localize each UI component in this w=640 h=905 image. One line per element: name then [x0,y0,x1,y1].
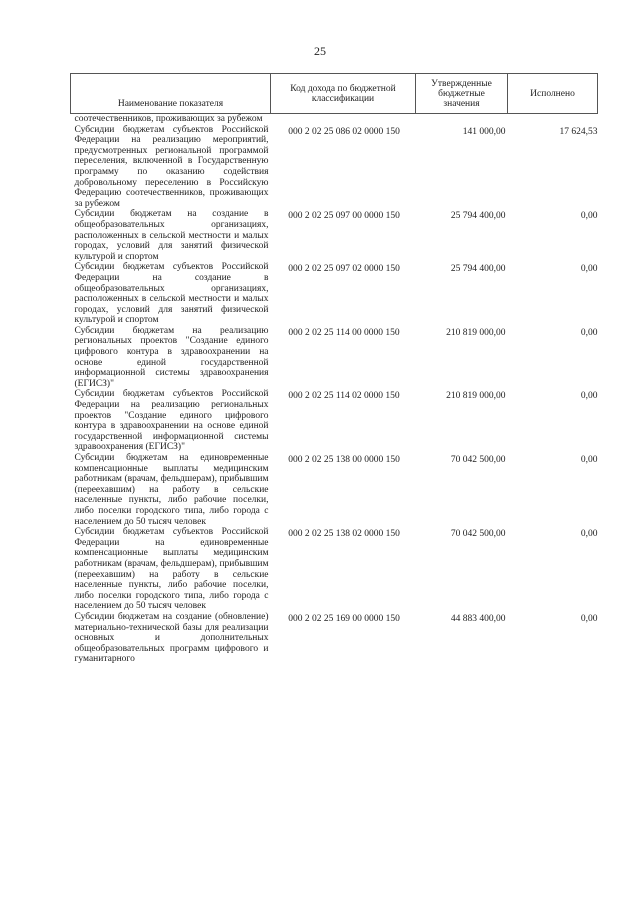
row-code: 000 2 02 25 169 00 0000 150 [288,613,400,624]
row-name: Субсидии бюджетам субъектов Российской Федерации на единовременные компенсационные выплаты медицинским работникам (врачам, фельдшерам), прибывшим (переехавшим) на работу в сельские населенные пункты, либо рабочие поселки, либо поселки городского типа, либо города с населением до 50 тысяч человек [74,527,269,612]
row-executed: 0,00 [580,613,598,624]
row-executed: 0,00 [580,211,598,222]
table-row [71,114,598,125]
row-executed: 0,00 [580,264,598,275]
table-row [71,612,598,665]
row-code: 000 2 02 25 097 02 0000 150 [288,264,400,275]
row-name: Субсидии бюджетам на создание (обновление) материально-технической базы для реализации основных и дополнительных общеобразовательных программ цифрового и гуманитарного [74,611,269,665]
row-name: Субсидии бюджетам субъектов Российской Федерации на реализацию региональных проектов "Создание единого цифрового контура в здравоохранении на основе единой государственной информационной системы здравоохранения (ЕГИСЗ)" [74,389,269,453]
table-header-row [71,74,598,114]
row-code: 000 2 02 25 138 00 0000 150 [288,455,400,465]
table-row [71,209,598,262]
header-name: Наименование показателя [71,74,271,114]
row-code: 000 2 02 25 097 00 0000 150 [288,211,400,222]
row-approved: 25 794 400,00 [450,211,506,222]
table-row [71,527,598,612]
row-executed: 17 624,53 [559,126,598,137]
row-code: 000 2 02 25 114 02 0000 150 [288,391,400,402]
row-code: 000 2 02 25 138 02 0000 150 [288,529,400,540]
header-approved: Утвержденные бюджетные значения [416,74,508,114]
row-approved: 141 000,00 [462,126,506,137]
row-name: соотечественников, проживающих за рубежом [74,114,263,124]
row-executed: 0,00 [580,455,598,465]
row-code: 000 2 02 25 086 02 0000 150 [288,126,400,137]
table-row [71,125,598,210]
row-name: Субсидии бюджетам на реализацию региональных проектов "Создание единого цифрового контура в здравоохранении на основе единой государственной информационной системы здравоохранения (ЕГИСЗ)" [74,325,269,389]
row-code: 000 2 02 25 114 00 0000 150 [288,327,400,338]
row-executed: 0,00 [580,327,598,338]
table-row [71,326,598,390]
row-approved: 44 883 400,00 [450,613,506,624]
row-name: Субсидии бюджетам на создание в общеобразовательных организациях, расположенных в сельской местности и малых городах, условий для занятий физической культурой и спортом [74,209,269,262]
row-name: Субсидии бюджетам на единовременные компенсационные выплаты медицинским работникам (врачам, фельдшерам), прибывшим (переехавшим) на работу в сельские населенные пункты, либо рабочие поселки, либо поселки городского типа, либо города с населением до 50 тысяч человек [74,453,269,527]
row-code [271,114,416,125]
table-row [71,453,598,527]
table-row [71,262,598,326]
table-row [71,389,598,453]
row-approved: 25 794 400,00 [450,264,506,275]
row-executed: 0,00 [580,391,598,402]
row-name: Субсидии бюджетам субъектов Российской Федерации на создание в общеобразовательных организациях, расположенных в сельской местности и малых городах, условий для занятий физической культурой и спортом [74,262,269,326]
page-number: 25 [314,44,326,58]
row-approved: 70 042 500,00 [450,529,506,540]
row-name: Субсидии бюджетам субъектов Российской Федерации на реализацию мероприятий, предусмотренных региональной программой переселения, включенной в Государственную программу по оказанию содействия добровольному переселению в Российскую Федерацию соотечественников, проживающих за рубежом [74,124,269,209]
row-executed: 0,00 [580,529,598,540]
header-executed: Исполнено [508,74,598,114]
row-approved: 210 819 000,00 [446,327,506,338]
row-approved: 210 819 000,00 [446,391,506,402]
row-executed [508,114,598,125]
budget-table [70,73,598,665]
header-code: Код дохода по бюджетной классификации [271,74,416,114]
row-approved [416,114,508,125]
row-approved: 70 042 500,00 [450,455,506,465]
